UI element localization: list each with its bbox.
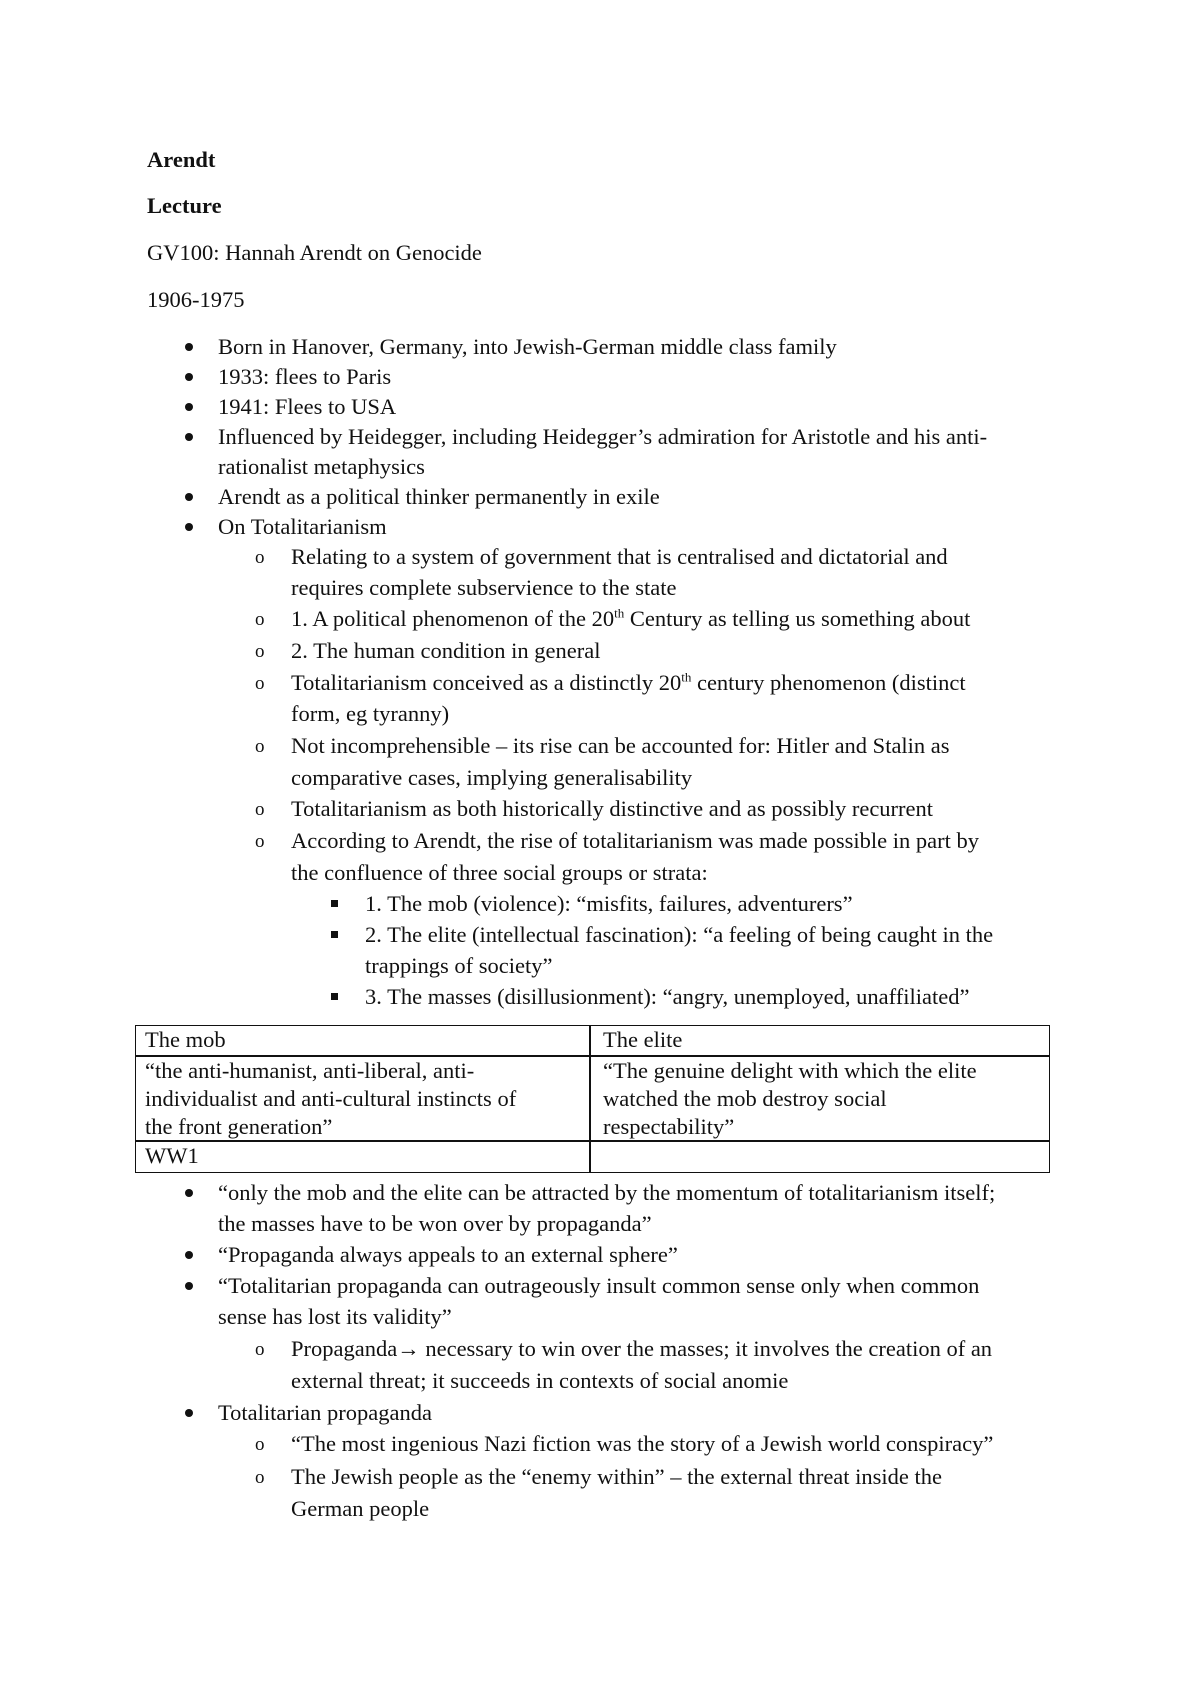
list-item: Totalitarian propaganda xyxy=(218,1400,432,1425)
sub-bullet-marker: o xyxy=(255,673,265,694)
sub-list-item: Not incomprehensible – its rise can be accounted for: Hitler and Stalin as xyxy=(291,733,950,758)
table-cell-elite-quote: respectability” xyxy=(603,1114,735,1139)
sub-list-item: Totalitarianism conceived as a distinctly 20th century phenomenon (distinct xyxy=(291,669,966,695)
sub-sub-list-item: 2. The elite (intellectual fascination): “a feeling of being caught in the xyxy=(365,922,994,947)
sub-bullet-marker: o xyxy=(255,831,265,852)
bullet-marker xyxy=(185,373,193,381)
table-cell-mob-quote: “the anti-humanist, anti-liberal, anti- xyxy=(145,1058,475,1083)
sub-bullet-marker: o xyxy=(255,1339,265,1360)
sub-list-item-continuation: the confluence of three social groups or strata: xyxy=(291,860,708,885)
course-line: GV100: Hannah Arendt on Genocide xyxy=(147,240,482,265)
sub-list-item: Totalitarianism as both historically distinctive and as possibly recurrent xyxy=(291,796,934,821)
sub-list-item-continuation: external threat; it succeeds in contexts of social anomie xyxy=(291,1368,789,1393)
sub-bullet-marker: o xyxy=(255,1434,265,1455)
sub-bullet-marker: o xyxy=(255,641,265,662)
list-item: On Totalitarianism xyxy=(218,514,387,539)
list-item: Arendt as a political thinker permanently in exile xyxy=(218,484,660,509)
sub-bullet-marker: o xyxy=(255,1467,265,1488)
comparison-table xyxy=(135,1025,1050,1173)
square-bullet-marker xyxy=(331,931,338,938)
sub-list-item: Relating to a system of government that is centralised and dictatorial and xyxy=(291,544,948,569)
bullet-marker xyxy=(185,1189,193,1197)
table-cell-elite-quote: “The genuine delight with which the elite xyxy=(603,1058,977,1083)
list-item-continuation: sense has lost its validity” xyxy=(218,1304,452,1329)
table-cell-elite-quote: watched the mob destroy social xyxy=(603,1086,887,1111)
doc-title: Arendt xyxy=(147,147,216,172)
table-cell-mob-quote: the front generation” xyxy=(145,1114,333,1139)
sub-list-item-continuation: comparative cases, implying generalisability xyxy=(291,765,693,790)
list-item: 1933: flees to Paris xyxy=(218,364,392,389)
sub-list-item: 1. A political phenomenon of the 20th Century as telling us something about xyxy=(291,605,971,631)
list-item: “Propaganda always appeals to an external sphere” xyxy=(218,1242,678,1267)
bullet-marker xyxy=(185,1409,193,1417)
sub-list-item-continuation: form, eg tyranny) xyxy=(291,701,450,726)
bullet-marker xyxy=(185,433,193,441)
square-bullet-marker xyxy=(331,900,338,907)
sub-sub-list-item: 3. The masses (disillusionment): “angry, unemployed, unaffiliated” xyxy=(365,984,970,1009)
bullet-marker xyxy=(185,403,193,411)
sub-list-item: According to Arendt, the rise of totalitarianism was made possible in part by xyxy=(291,828,979,853)
bullet-marker xyxy=(185,523,193,531)
table-header-elite: The elite xyxy=(603,1027,683,1052)
bullet-marker xyxy=(185,493,193,501)
bullet-marker xyxy=(185,1251,193,1259)
square-bullet-marker xyxy=(331,993,338,1000)
bullet-marker xyxy=(185,1282,193,1290)
sub-list-item: “The most ingenious Nazi fiction was the story of a Jewish world conspiracy” xyxy=(291,1431,994,1456)
list-item: Born in Hanover, Germany, into Jewish-German middle class family xyxy=(218,334,837,359)
sub-list-item-continuation: German people xyxy=(291,1496,430,1521)
sub-sub-list-item: 1. The mob (violence): “misfits, failures, adventurers” xyxy=(365,891,853,916)
list-item-continuation: rationalist metaphysics xyxy=(218,454,425,479)
table-header-mob: The mob xyxy=(145,1027,226,1052)
sub-bullet-marker: o xyxy=(255,547,265,568)
list-item-continuation: the masses have to be won over by propaganda” xyxy=(218,1211,652,1236)
sub-list-item: The Jewish people as the “enemy within” – the external threat inside the xyxy=(291,1464,943,1489)
sub-list-item: 2. The human condition in general xyxy=(291,638,601,663)
sub-bullet-marker: o xyxy=(255,799,265,820)
right-arrow-icon: → xyxy=(397,1336,420,1361)
sub-list-item-continuation: requires complete subservience to the state xyxy=(291,575,677,600)
list-item: 1941: Flees to USA xyxy=(218,394,397,419)
table-cell-ww1: WW1 xyxy=(145,1143,199,1168)
doc-subtitle: Lecture xyxy=(147,193,222,218)
sub-list-item: Propaganda→ necessary to win over the masses; it involves the creation of an xyxy=(291,1336,993,1361)
sub-sub-list-item-continuation: trappings of society” xyxy=(365,953,553,978)
list-item: “only the mob and the elite can be attracted by the momentum of totalitarianism itself; xyxy=(218,1180,996,1205)
table-column-divider xyxy=(589,1026,591,1172)
sub-bullet-marker: o xyxy=(255,609,265,630)
list-item: “Totalitarian propaganda can outrageously insult common sense only when common xyxy=(218,1273,980,1298)
sub-bullet-marker: o xyxy=(255,736,265,757)
list-item: Influenced by Heidegger, including Heidegger’s admiration for Aristotle and his anti- xyxy=(218,424,988,449)
table-cell-mob-quote: individualist and anti-cultural instincts of xyxy=(145,1086,517,1111)
dates-line: 1906-1975 xyxy=(147,287,245,312)
bullet-marker xyxy=(185,343,193,351)
